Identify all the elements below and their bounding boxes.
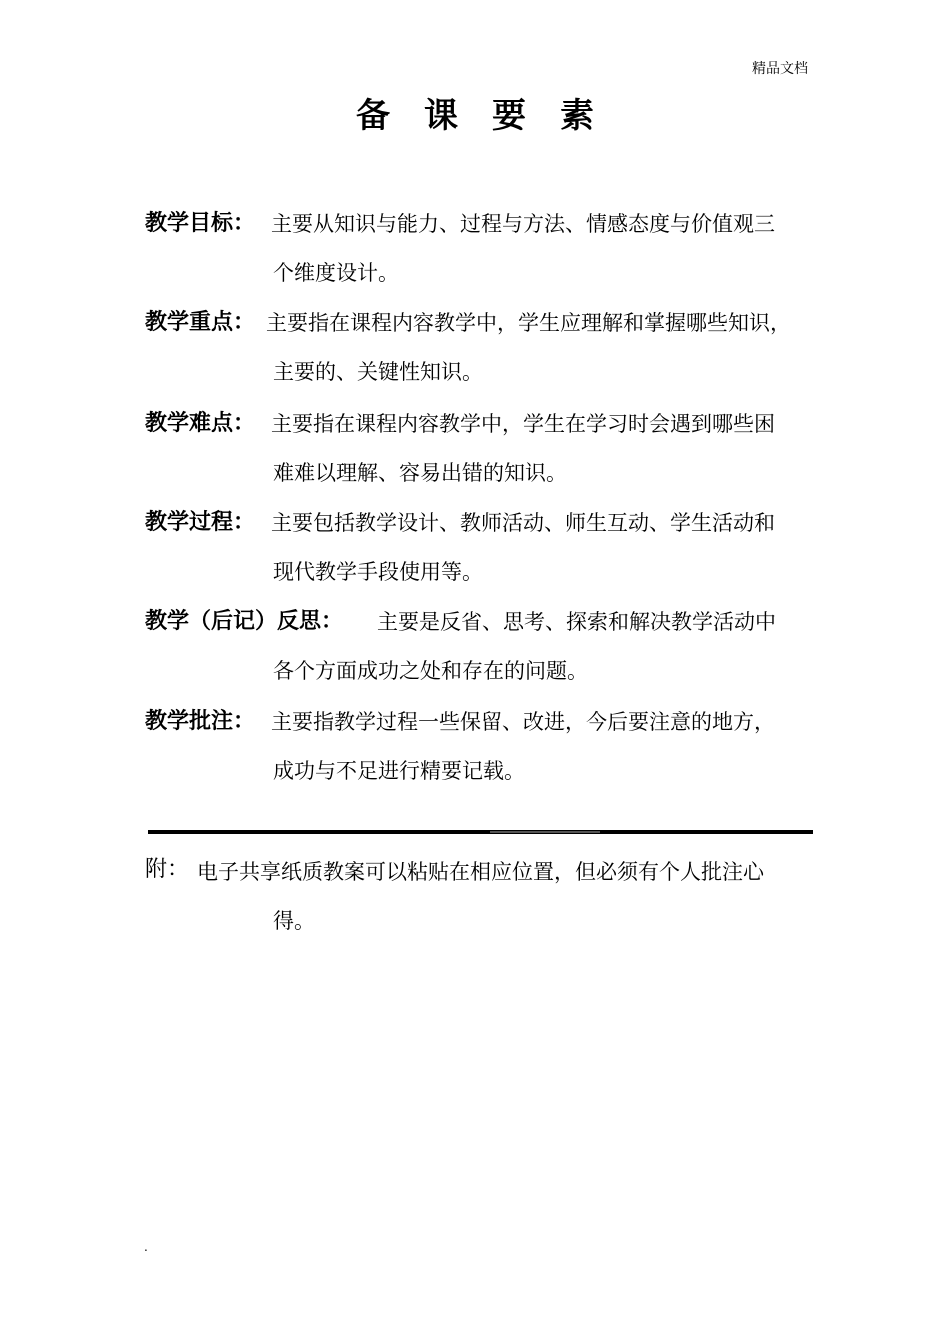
item-label: 教学目标：: [145, 210, 256, 236]
item-line2: 难难以理解、容易出错的知识。: [273, 461, 567, 485]
item-line2: 主要的、关键性知识。: [273, 360, 483, 384]
appendix-line2: 得。: [273, 909, 315, 933]
item-line1: 主要指教学过程一些保留、改进，今后要注意的地方，: [271, 710, 775, 734]
footer-mark: .: [144, 1240, 148, 1254]
item-label: 教学难点：: [145, 410, 256, 436]
page-title: 备课要素: [356, 96, 628, 136]
item-line1: 主要包括教学设计、教师活动、师生互动、学生活动和: [271, 511, 775, 535]
item-line2: 成功与不足进行精要记载。: [273, 759, 525, 783]
header-tag: 精品文档: [752, 61, 808, 77]
item-line1: 主要从知识与能力、过程与方法、情感态度与价值观三: [271, 212, 775, 236]
item-line1: 主要指在课程内容教学中，学生在学习时会遇到哪些困: [271, 412, 775, 436]
item-label: 教学重点：: [145, 309, 256, 335]
item-label: 教学批注：: [145, 708, 256, 734]
item-label: 教学（后记）反思：: [145, 608, 344, 634]
item-label: 教学过程：: [145, 509, 256, 535]
item-line2: 现代教学手段使用等。: [273, 560, 483, 584]
item-line2: 各个方面成功之处和存在的问题。: [273, 659, 588, 683]
item-line2: 个维度设计。: [273, 261, 399, 285]
section-divider-highlight: [490, 831, 600, 833]
appendix-label: 附：: [145, 857, 190, 882]
appendix-line1: 电子共享纸质教案可以粘贴在相应位置，但必须有个人批注心: [197, 860, 764, 884]
item-line1: 主要指在课程内容教学中，学生应理解和掌握哪些知识，: [266, 311, 791, 335]
section-divider: [148, 830, 813, 834]
item-line1: 主要是反省、思考、探索和解决教学活动中: [377, 610, 776, 634]
